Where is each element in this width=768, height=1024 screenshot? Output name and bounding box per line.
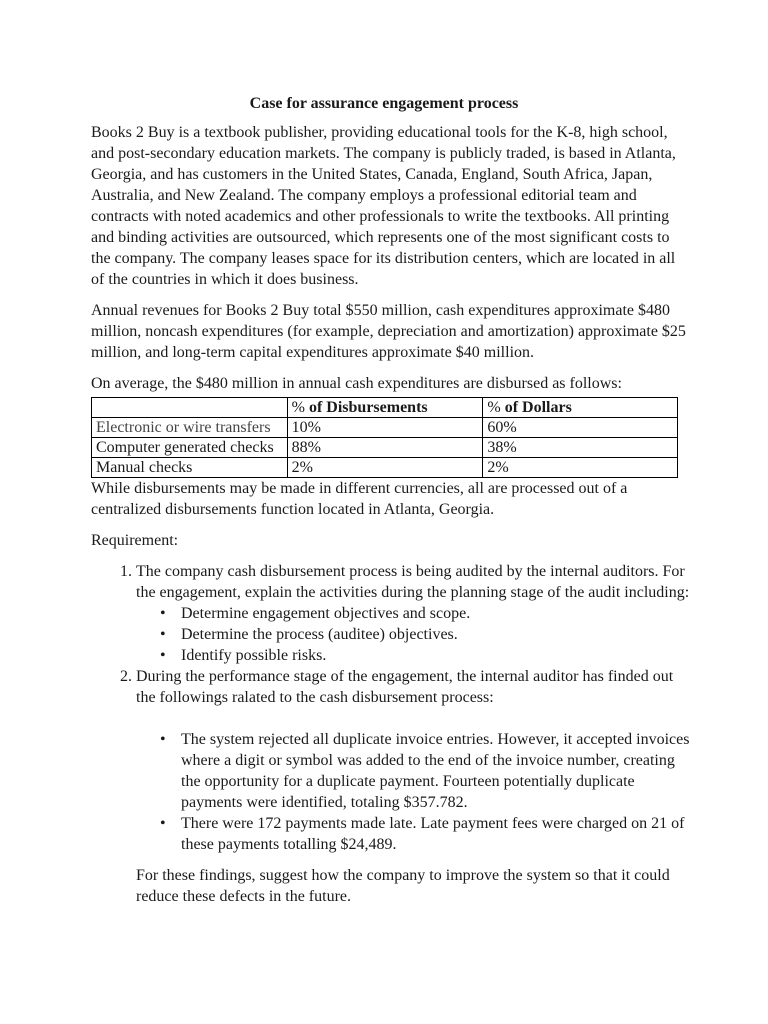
percent-sign: %	[291, 399, 305, 416]
table-header-row	[92, 398, 678, 418]
bullet-item: • Determine engagement objectives and scope.	[181, 603, 691, 624]
table-header-blank	[92, 398, 288, 418]
table-header-dollars	[483, 398, 678, 418]
requirement-label: Requirement:	[91, 532, 179, 549]
closing-paragraph: For these findings, suggest how the company to improve the system so that it could reduce these defects in the future.	[136, 867, 670, 905]
table-cell-disbursements: 88%	[287, 438, 483, 458]
table-cell-disbursements: 2%	[287, 458, 483, 478]
table-header-disbursements	[287, 398, 483, 418]
disbursement-intro: On average, the $480 million in annual cash expenditures are disbursed as follows:	[91, 375, 622, 392]
table-cell-method: Computer generated checks	[92, 438, 288, 458]
header-label: of Disbursements	[308, 399, 428, 416]
table-row	[92, 458, 678, 478]
requirement-item	[136, 666, 691, 907]
bullet-item: • The system rejected all duplicate invoice entries. However, it accepted invoices where a digit or symbol was added to the end of the invoice number, creating the opportunity for a duplicate payment. Fourteen potentially duplicate payments were identified, totaling $357.782.	[181, 729, 691, 813]
document-page	[91, 93, 691, 907]
document-title: Case for assurance engagement process	[249, 95, 519, 112]
table-cell-dollars: 60%	[483, 418, 678, 438]
table-cell-disbursements: 10%	[287, 418, 483, 438]
bullet-item: • Determine the process (auditee) objectives.	[181, 624, 691, 645]
table-row	[92, 418, 678, 438]
table-cell-dollars: 38%	[483, 438, 678, 458]
requirements-list	[91, 561, 691, 907]
requirement-text: The company cash disbursement process is being audited by the internal auditors. For the engagement, explain the activities during the planning stage of the audit including:	[136, 563, 690, 601]
requirement-item	[136, 561, 691, 666]
after-table-paragraph: While disbursements may be made in different currencies, all are processed out of a centralized disbursements function located in Atlanta, Georgia.	[91, 480, 628, 518]
bullet-list	[136, 729, 691, 855]
header-label: of Dollars	[504, 399, 572, 416]
table-cell-dollars: 2%	[483, 458, 678, 478]
bullet-item: • There were 172 payments made late. Late payment fees were charged on 21 of these payments totalling $24,489.	[181, 813, 691, 855]
table-cell-method: Electronic or wire transfers	[92, 418, 288, 438]
disbursements-table	[91, 397, 678, 478]
table-row	[92, 438, 678, 458]
requirement-text: During the performance stage of the engagement, the internal auditor has finded out the followings ralated to the cash disbursement process:	[136, 668, 674, 706]
percent-sign: %	[487, 399, 501, 416]
bullet-item: • Identify possible risks.	[181, 645, 691, 666]
table-cell-method: Manual checks	[92, 458, 288, 478]
intro-paragraph: Books 2 Buy is a textbook publisher, providing educational tools for the K-8, high school, and post-secondary education markets. The company is publicly traded, is based in Atlanta, Georgia, and has customers in the United States, Canada, England, South Africa, Japan, Australia, and New Zealand. The company employs a professional editorial team and contracts with noted academics and other professionals to write the textbooks. All printing and binding activities are outsourced, which represents one of the most significant costs to the company. The company leases space for its distribution centers, which are located in all of the countries in which it does business.	[91, 124, 676, 288]
bullet-list	[136, 603, 691, 666]
revenue-paragraph: Annual revenues for Books 2 Buy total $550 million, cash expenditures approximate $480 million, noncash expenditures (for example, depreciation and amortization) approximate $25 million, and long-term capital expenditures approximate $40 million.	[91, 302, 686, 361]
